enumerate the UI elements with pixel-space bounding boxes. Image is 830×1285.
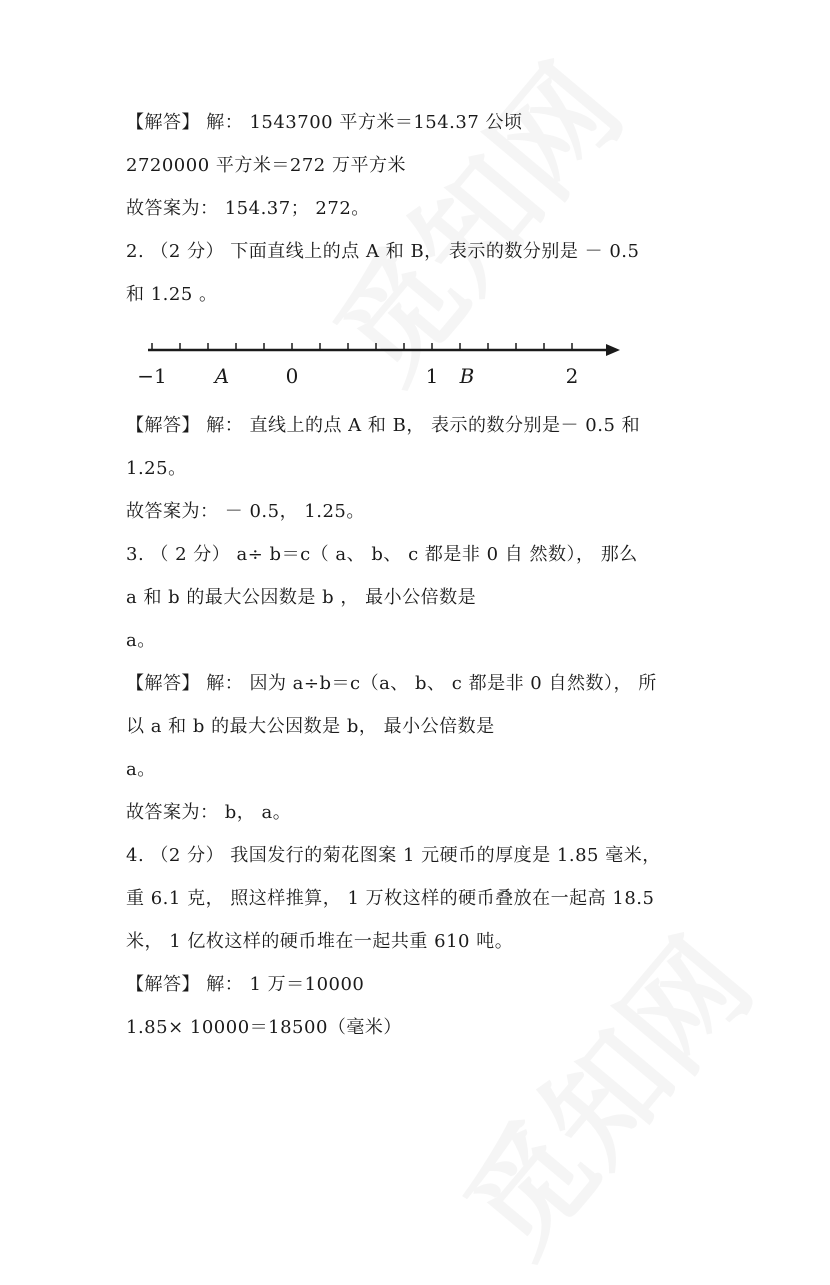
answer-line: 【解答】 解： 1 万＝10000 (126, 974, 365, 995)
answer-line: 2720000 平方米＝272 万平方米 (126, 155, 406, 176)
answer-summary: 故答案为： b， a。 (126, 802, 292, 823)
question-4-cont: 米， 1 亿枚这样的硬币堆在一起共重 610 吨。 (126, 931, 514, 952)
question-3-cont: a。 (126, 630, 156, 651)
question-3: 3. （ 2 分） a÷ b＝c（ a、 b、 c 都是非 0 自 然数）， 那么 (126, 544, 638, 565)
watermark (420, 898, 783, 1284)
number-line-arrow (606, 344, 620, 356)
question-4: 4. （2 分） 我国发行的菊花图案 1 元硬币的厚度是 1.85 毫米， (126, 845, 661, 866)
answer-line: 【解答】 解： 因为 a÷b＝c（a、 b、 c 都是非 0 自然数）， 所 (126, 673, 657, 694)
question-4-cont: 重 6.1 克， 照这样推算， 1 万枚这样的硬币叠放在一起高 18.5 (126, 888, 655, 909)
question-3-cont: a 和 b 的最大公因数是 b ， 最小公倍数是 (126, 587, 477, 608)
number-line-label: 1 (425, 364, 439, 388)
answer-line-cont: a。 (126, 759, 156, 780)
number-line-label: B (459, 364, 475, 388)
number-line-label: 0 (285, 364, 299, 388)
answer-line-cont: 以 a 和 b 的最大公因数是 b， 最小公倍数是 (126, 716, 495, 737)
question-2-cont: 和 1.25 。 (126, 284, 218, 305)
number-line-figure (130, 330, 630, 390)
number-line-label: A (214, 364, 230, 388)
answer-line: 1.85× 10000＝18500（毫米） (126, 1017, 402, 1038)
answer-line-cont: 1.25。 (126, 458, 187, 479)
question-2: 2. （2 分） 下面直线上的点 A 和 B， 表示的数分别是 － 0.5 (126, 241, 640, 262)
number-line-label: −1 (137, 364, 167, 388)
number-line-label: 2 (565, 364, 579, 388)
answer-summary: 故答案为： － 0.5， 1.25。 (126, 501, 365, 522)
answer-line: 【解答】 解： 直线上的点 A 和 B， 表示的数分别是－ 0.5 和 (126, 415, 641, 436)
answer-line: 【解答】 解： 1543700 平方米＝154.37 公顷 (126, 112, 523, 133)
answer-summary: 故答案为： 154.37； 272。 (126, 198, 370, 219)
